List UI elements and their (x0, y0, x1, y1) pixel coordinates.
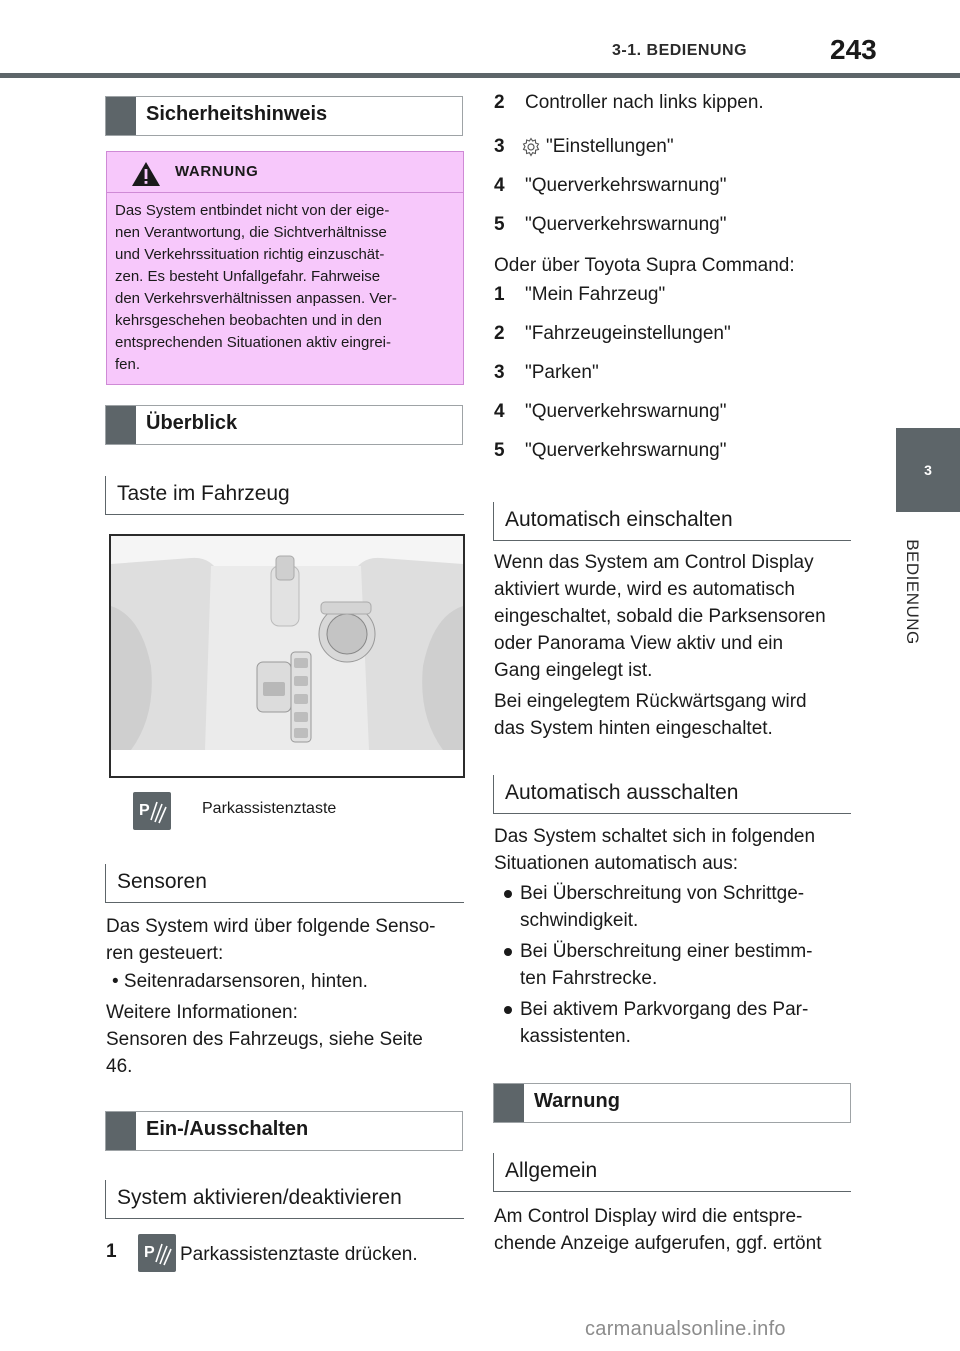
step1-text: Parkassistenztaste drücken. (180, 1244, 418, 1265)
general-text: Am Control Display wird die entspre- chende Anzeige aufgerufen, ggf. ertönt (494, 1206, 822, 1254)
button-subheading: Taste im Fahrzeug (105, 476, 464, 515)
warning-title: WARNUNG (175, 163, 259, 180)
step-item: 3 "Parken" (494, 362, 599, 383)
alt-intro: Oder über Toyota Supra Command: (494, 255, 795, 276)
step-item: 3 "Einstellungen" (494, 136, 674, 157)
gear-icon (521, 137, 541, 157)
step-item: 2 Controller nach links kippen. (494, 92, 764, 113)
header-rule (0, 73, 960, 78)
warning-box (106, 151, 464, 385)
step-item: 1 "Mein Fahrzeug" (494, 284, 666, 305)
auto-off-subheading: Automatisch ausschalten (493, 775, 851, 814)
step-item: 2 "Fahrzeugeinstellungen" (494, 323, 731, 344)
step-item: 1 (106, 1241, 117, 1262)
auto-off-text: Das System schaltet sich in folgenden Situationen automatisch aus: (494, 826, 816, 874)
auto-on-text: Wenn das System am Control Display aktiviert wurde, wird es automatisch eingeschaltet, sobald die Parksensoren oder Panorama View aktiv und ein Gang eingelegt ist. (494, 552, 826, 681)
park-assist-icon (133, 792, 171, 830)
warning-heading: Warnung (493, 1083, 851, 1123)
warning-text: Das System entbindet nicht von der eige- nen Verantwortung, die Sichtverhältnisse und Verkehrssituation richtig einzuschät- zen. Es besteht Unfallgefahr. Fahrweise den Verkehrsverhältnissen anpassen. Ver- kehrsgeschehen beobachten und in den entsprechenden Situationen aktiv eingrei- fen. (115, 202, 397, 373)
step-item: 4 "Querverkehrswarnung" (494, 175, 727, 196)
button-caption: Parkassistenztaste (202, 800, 337, 817)
step-item: 5 "Querverkehrswarnung" (494, 440, 727, 461)
list-item: Bei Überschreitung von Schrittge- schwindigkeit. (494, 880, 844, 934)
section-title: 3-1. BEDIENUNG (612, 42, 748, 59)
sensors-text: Das System wird über folgende Senso- ren gesteuert: (106, 916, 436, 964)
activate-subheading: System aktivieren/deaktivieren (105, 1180, 464, 1219)
step-item: 4 "Querverkehrswarnung" (494, 401, 727, 422)
reverse-text: Bei eingelegtem Rückwärtsgang wird das System hinten eingeschaltet. (494, 691, 807, 739)
svg-text:P: P (139, 802, 150, 819)
sensors-subheading: Sensoren (105, 864, 464, 903)
overview-heading: Überblick (105, 405, 463, 445)
general-subheading: Allgemein (493, 1153, 851, 1192)
park-assist-icon (138, 1234, 176, 1272)
sensors-bullet: • Seitenradarsensoren, hinten. (112, 971, 368, 992)
chapter-tab-label: BEDIENUNG (903, 539, 922, 645)
warning-triangle-icon (131, 161, 161, 187)
svg-text:P: P (144, 1244, 155, 1261)
list-item: Bei Überschreitung einer bestimm- ten Fahrstrecke. (494, 938, 844, 992)
safety-heading: Sicherheitshinweis (105, 96, 463, 136)
page-number: 243 (830, 34, 877, 65)
step-item: 5 "Querverkehrswarnung" (494, 214, 727, 235)
auto-on-subheading: Automatisch einschalten (493, 502, 851, 541)
watermark[interactable]: carmanualsonline.info (585, 1318, 786, 1340)
list-item: Bei aktivem Parkvorgang des Par- kassistenten. (494, 996, 844, 1050)
more-info-text: Weitere Informationen: Sensoren des Fahrzeugs, siehe Seite 46. (106, 1002, 423, 1077)
onoff-heading: Ein-/Ausschalten (105, 1111, 463, 1151)
center-console-photo (109, 534, 465, 778)
chapter-tab: 3 (896, 428, 960, 512)
